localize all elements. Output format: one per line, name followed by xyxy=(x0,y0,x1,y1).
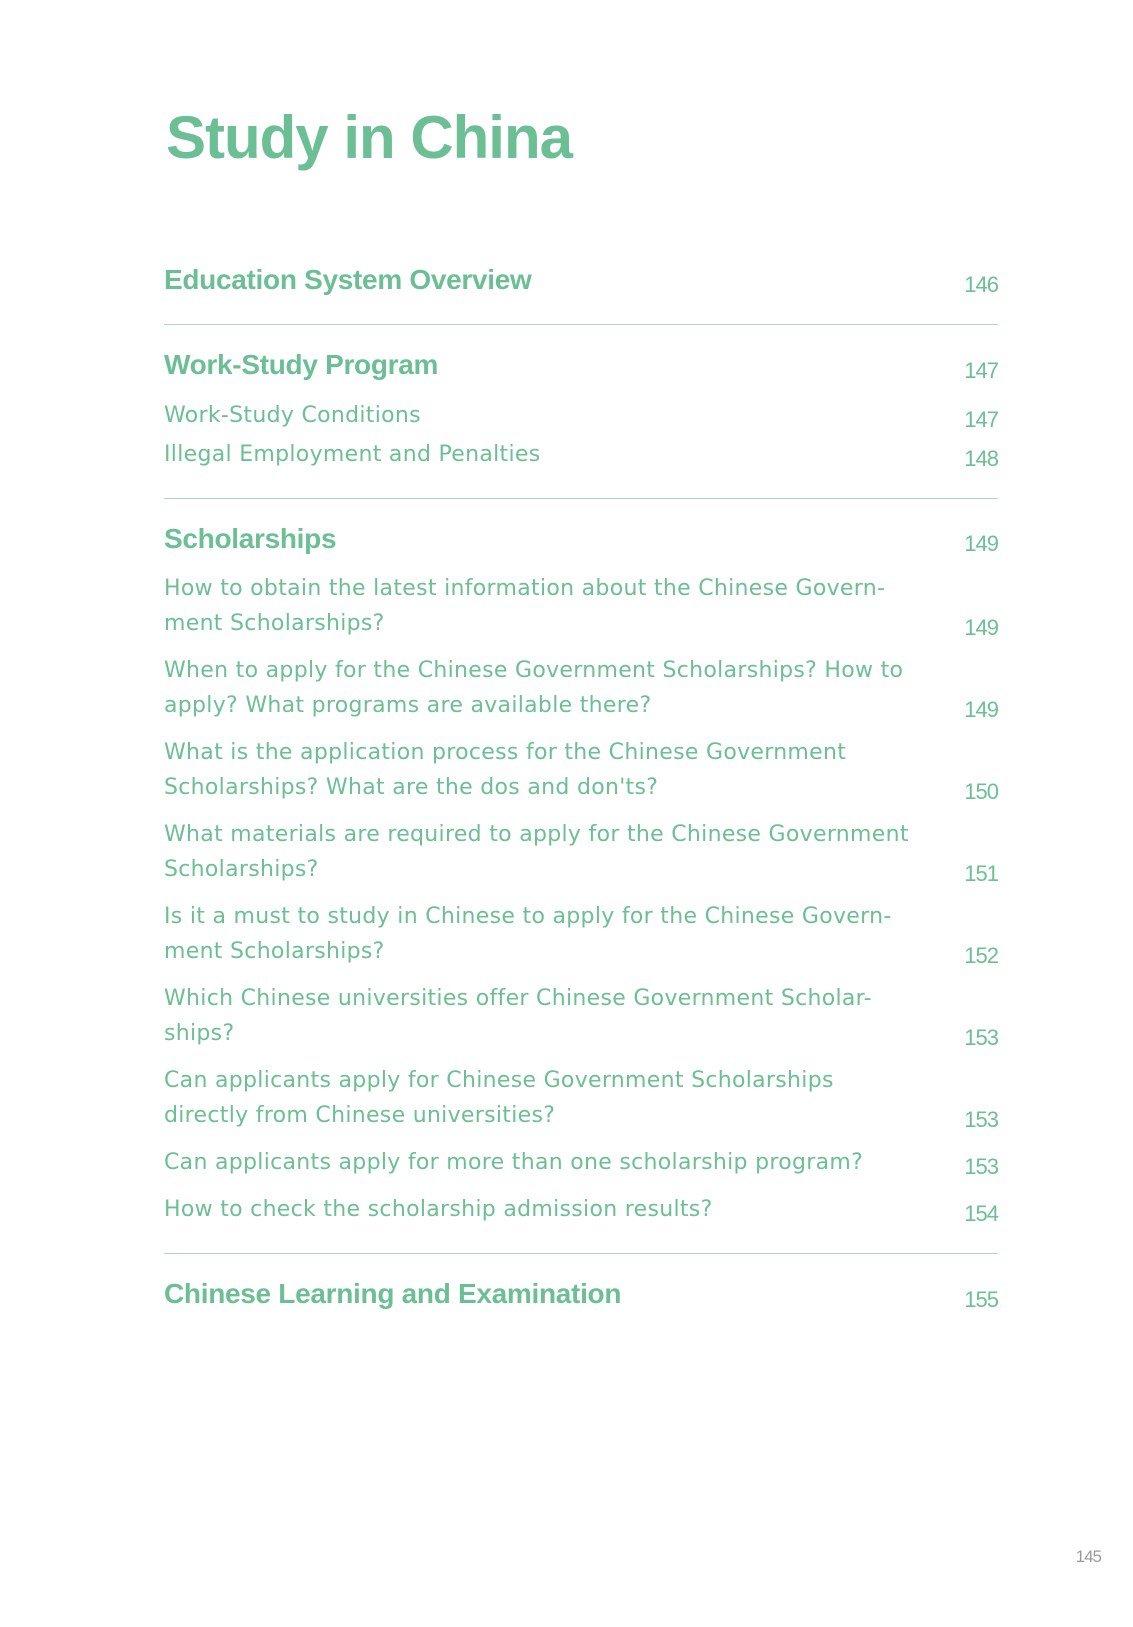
entry-label: Is it a must to study in Chinese to apply for the Chinese Govern-ment Scholarships? xyxy=(164,904,892,965)
table-of-contents xyxy=(164,262,998,1361)
entry-page-number: 151 xyxy=(964,861,998,887)
toc-entry[interactable] xyxy=(164,1145,998,1180)
footer-page-number: 145 xyxy=(1075,1547,1101,1566)
toc-entry[interactable] xyxy=(164,981,998,1051)
entry-page-number: 149 xyxy=(964,697,998,723)
toc-entry[interactable] xyxy=(164,1063,998,1133)
toc-section-scholarships xyxy=(164,521,998,1254)
entry-label: When to apply for the Chinese Government Scholarships? How to apply? What programs are available there? xyxy=(164,658,904,719)
toc-section-chinese-learning xyxy=(164,1276,998,1338)
toc-entry[interactable] xyxy=(164,735,998,805)
entry-page-number: 153 xyxy=(964,1154,998,1180)
section-title: Work-Study Program xyxy=(164,349,439,381)
toc-section-heading[interactable] xyxy=(164,1276,998,1312)
entry-label: What is the application process for the Chinese Government Scholarships? What are the dos and don'ts? xyxy=(164,740,847,801)
entry-label: What materials are required to apply for the Chinese Government Scholarships? xyxy=(164,822,909,883)
entry-page-number: 148 xyxy=(964,445,998,471)
entry-label: Work-Study Conditions xyxy=(164,402,421,428)
toc-entry[interactable] xyxy=(164,1192,998,1227)
entry-label: How to obtain the latest information about the Chinese Govern-ment Scholarships? xyxy=(164,576,886,637)
toc-entry[interactable] xyxy=(164,571,998,641)
entry-label: Can applicants apply for more than one scholarship program? xyxy=(164,1150,864,1176)
toc-section-heading[interactable] xyxy=(164,262,998,298)
toc-entry[interactable] xyxy=(164,899,998,969)
entry-label: How to check the scholarship admission results? xyxy=(164,1197,713,1223)
toc-entry[interactable] xyxy=(164,653,998,723)
toc-entry[interactable] xyxy=(164,398,998,433)
toc-section-education-system xyxy=(164,262,998,325)
toc-section-heading[interactable] xyxy=(164,347,998,383)
section-page-number: 155 xyxy=(964,1286,998,1312)
entry-page-number: 152 xyxy=(964,943,998,969)
toc-entries xyxy=(164,571,998,1227)
section-title: Scholarships xyxy=(164,522,337,554)
section-page-number: 147 xyxy=(964,357,998,383)
toc-entry[interactable] xyxy=(164,817,998,887)
page-title: Study in China xyxy=(166,104,572,171)
entry-page-number: 153 xyxy=(964,1107,998,1133)
toc-section-work-study xyxy=(164,347,998,498)
entry-page-number: 153 xyxy=(964,1025,998,1051)
entry-label: Which Chinese universities offer Chinese Government Scholar-ships? xyxy=(164,986,872,1047)
section-page-number: 146 xyxy=(964,272,998,298)
entry-page-number: 147 xyxy=(964,406,998,432)
entry-page-number: 154 xyxy=(964,1201,998,1227)
toc-entry[interactable] xyxy=(164,437,998,472)
entry-page-number: 150 xyxy=(964,779,998,805)
entry-label: Can applicants apply for Chinese Government Scholarships directly from Chinese universities? xyxy=(164,1068,834,1129)
section-page-number: 149 xyxy=(964,531,998,557)
section-title: Chinese Learning and Examination xyxy=(164,1278,622,1310)
toc-entries xyxy=(164,398,998,472)
toc-section-heading[interactable] xyxy=(164,521,998,557)
section-title: Education System Overview xyxy=(164,264,532,295)
entry-page-number: 149 xyxy=(964,615,998,641)
entry-label: Illegal Employment and Penalties xyxy=(164,441,541,467)
